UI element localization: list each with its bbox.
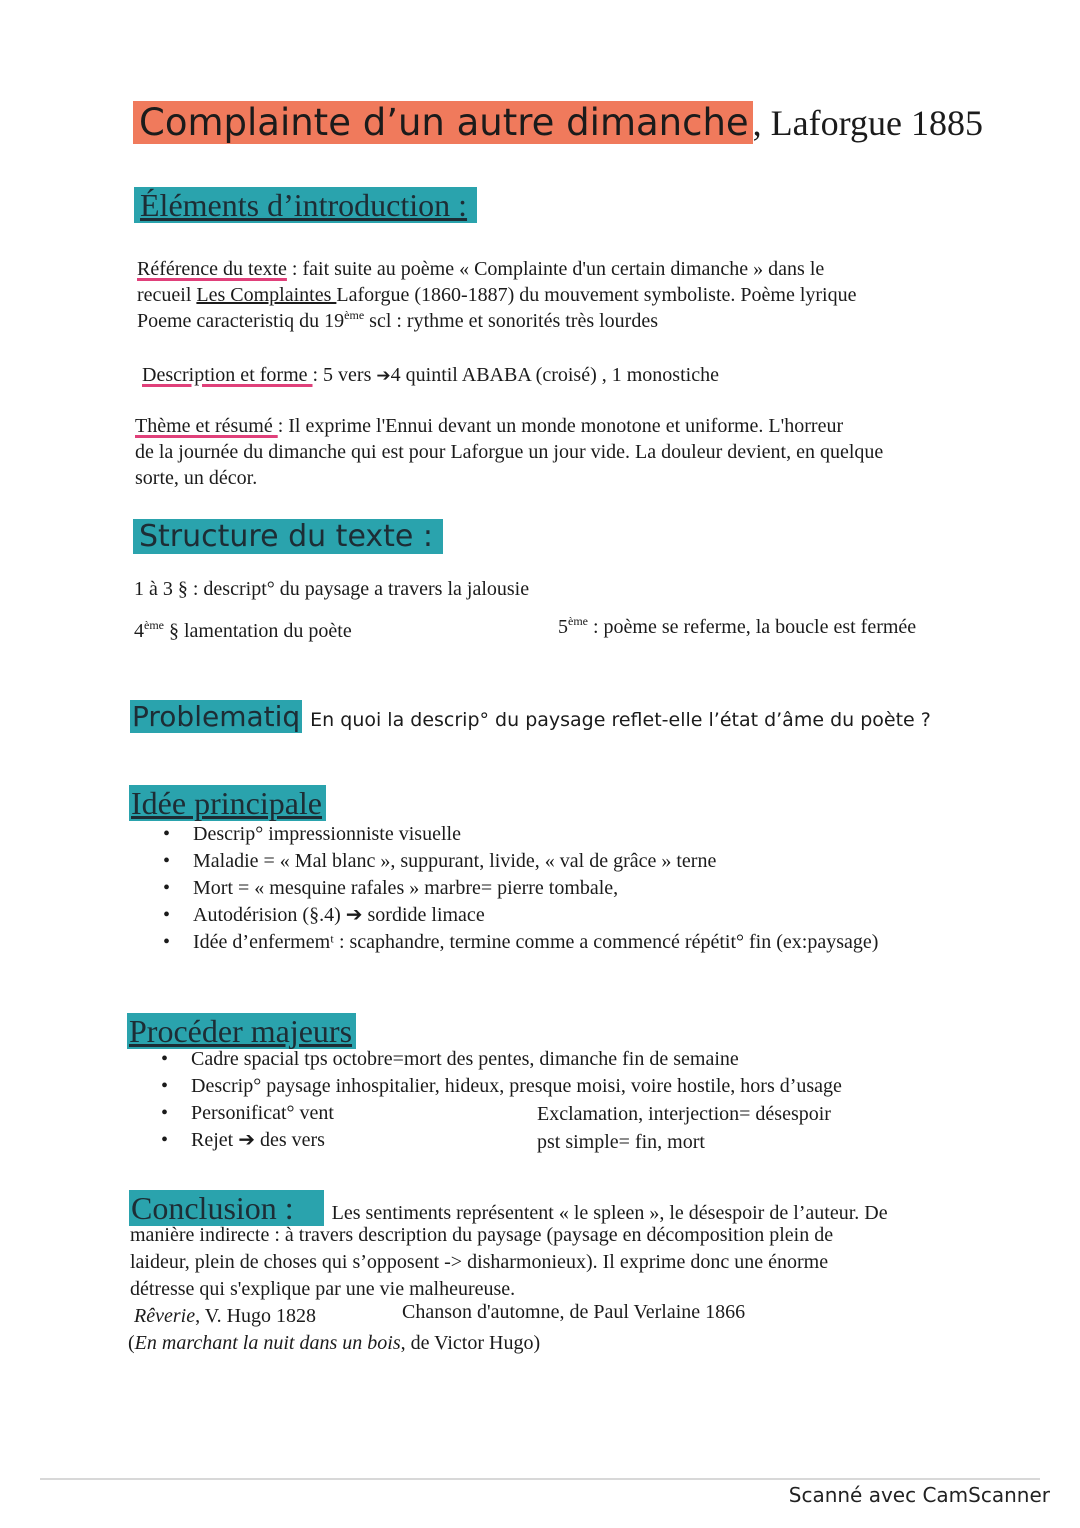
ref3-rest: , de Victor Hugo) <box>400 1332 541 1354</box>
processes-list <box>191 1046 842 1154</box>
main-idea-heading-wrap <box>129 783 326 823</box>
title-author-year: , Laforgue 1885 <box>752 103 983 143</box>
processes-side-1: Exclamation, interjection= désespoir <box>537 1103 831 1125</box>
reference-text-2b: Laforgue (1860-1887) du mouvement symboliste. Poème lyrique <box>336 284 857 306</box>
theme-line-2: de la journée du dimanche qui est pour Laforgue un jour vide. La douleur devient, en quelque <box>135 441 884 463</box>
conclusion-ref-3 <box>128 1330 540 1356</box>
ref1-title: Rêverie <box>134 1305 196 1327</box>
list-item: • Descrip° paysage inhospitalier, hideux, presque moisi, voire hostile, hors d’usage <box>191 1073 842 1100</box>
structure-num-5: 5 <box>558 616 568 638</box>
arrow-right-icon: ➔ <box>376 366 391 386</box>
conclusion-heading: Conclusion : <box>129 1190 324 1226</box>
processes-heading-wrap <box>127 1011 356 1051</box>
description-text-b: 4 quintil ABABA (croisé) , 1 monostiche <box>390 364 719 386</box>
conclusion-line-4: détresse qui s'explique par une vie malheureuse. <box>130 1278 516 1300</box>
conclusion-line-3: laideur, plein de choses qui s’opposent -> disharmonieux). Il exprime donc une énorme <box>130 1251 829 1273</box>
reference-text-3a: Poeme caracteristiq du 19 <box>137 310 345 332</box>
page-edge-line <box>40 1478 1040 1480</box>
list-item: • Idée d’enfermemᵗ : scaphandre, termine comme a commencé répétit° fin (ex:paysage) <box>193 929 878 956</box>
reference-text-3b: scl : rythme et sonorités très lourdes <box>364 310 658 332</box>
conclusion-text-1: Les sentiments représentent « le spleen », le désespoir de l’auteur. De <box>331 1202 888 1224</box>
description-line <box>142 362 719 389</box>
structure-sup-5: ème <box>568 614 588 628</box>
structure-line-2b <box>558 614 916 640</box>
theme-line-3: sorte, un décor. <box>135 467 258 489</box>
ref3-open: ( <box>128 1332 135 1354</box>
list-item: • Rejet ➔ des vers <box>191 1127 842 1154</box>
structure-heading-wrap <box>133 517 443 557</box>
ref3-title: En marchant la nuit dans un bois <box>134 1332 401 1354</box>
list-item: • Autodérision (§.4) ➔ sordide limace <box>193 902 878 929</box>
reference-text-2a: recueil <box>137 284 197 306</box>
reference-text-1: : fait suite au poème « Complainte d'un certain dimanche » dans le <box>286 258 825 280</box>
list-item: • Mort = « mesquine rafales » marbre= pierre tombale, <box>193 875 878 902</box>
structure-text-5: : poème se referme, la boucle est fermée <box>588 616 917 638</box>
theme-label: Thème et résumé <box>135 415 278 437</box>
structure-heading: Structure du texte : <box>133 519 443 554</box>
reference-line-2 <box>137 282 856 308</box>
ref1-rest: , V. Hugo 1828 <box>195 1305 317 1327</box>
structure-text-4: § lamentation du poète <box>164 620 352 642</box>
collection-title: Les Complaintes <box>196 284 337 306</box>
intro-heading-wrap <box>134 185 477 225</box>
conclusion-ref-2: Chanson d'automne, de Paul Verlaine 1866 <box>402 1301 746 1323</box>
description-label: Description et forme <box>142 364 313 386</box>
processes-side-2: pst simple= fin, mort <box>537 1131 705 1153</box>
main-idea-heading: Idée principale <box>129 785 326 821</box>
page-title <box>133 96 983 149</box>
structure-num-4: 4 <box>134 620 144 642</box>
reference-sup: ème <box>344 308 365 322</box>
problematic-line <box>130 697 931 737</box>
list-item: • Personificat° vent <box>191 1100 842 1127</box>
problematic-heading: Problematiq <box>132 700 301 733</box>
theme-line-1 <box>135 413 843 439</box>
theme-text-1: : Il exprime l'Ennui devant un monde monotone et uniforme. L'horreur <box>277 415 844 437</box>
reference-line-3 <box>137 308 658 334</box>
description-text-a: : 5 vers <box>312 364 377 386</box>
reference-line-1 <box>137 256 824 282</box>
reference-label: Référence du texte <box>137 258 287 280</box>
list-item: • Cadre spacial tps octobre=mort des pentes, dimanche fin de semaine <box>191 1046 842 1073</box>
problematic-question: En quoi la descrip° du paysage reflet-elle l’état d’âme du poète ? <box>310 709 931 731</box>
structure-sup-4: ème <box>144 618 164 632</box>
conclusion-line-2: manière indirecte : à travers description du paysage (paysage en décomposition plein de <box>130 1224 834 1246</box>
list-item: • Descrip° impressionniste visuelle <box>193 821 878 848</box>
processes-heading: Procéder majeurs <box>127 1013 356 1049</box>
scanner-watermark: Scanné avec CamScanner <box>788 1483 1050 1507</box>
structure-line-2a <box>134 618 352 644</box>
intro-heading: Éléments d’introduction : <box>134 187 477 223</box>
structure-line-1: 1 à 3 § : descript° du paysage a travers la jalousie <box>134 578 530 600</box>
conclusion-ref-1 <box>134 1303 316 1329</box>
list-item: • Maladie = « Mal blanc », suppurant, livide, « val de grâce » terne <box>193 848 878 875</box>
main-idea-list <box>193 821 878 956</box>
title-main: Complainte d’un autre dimanche <box>133 101 753 144</box>
